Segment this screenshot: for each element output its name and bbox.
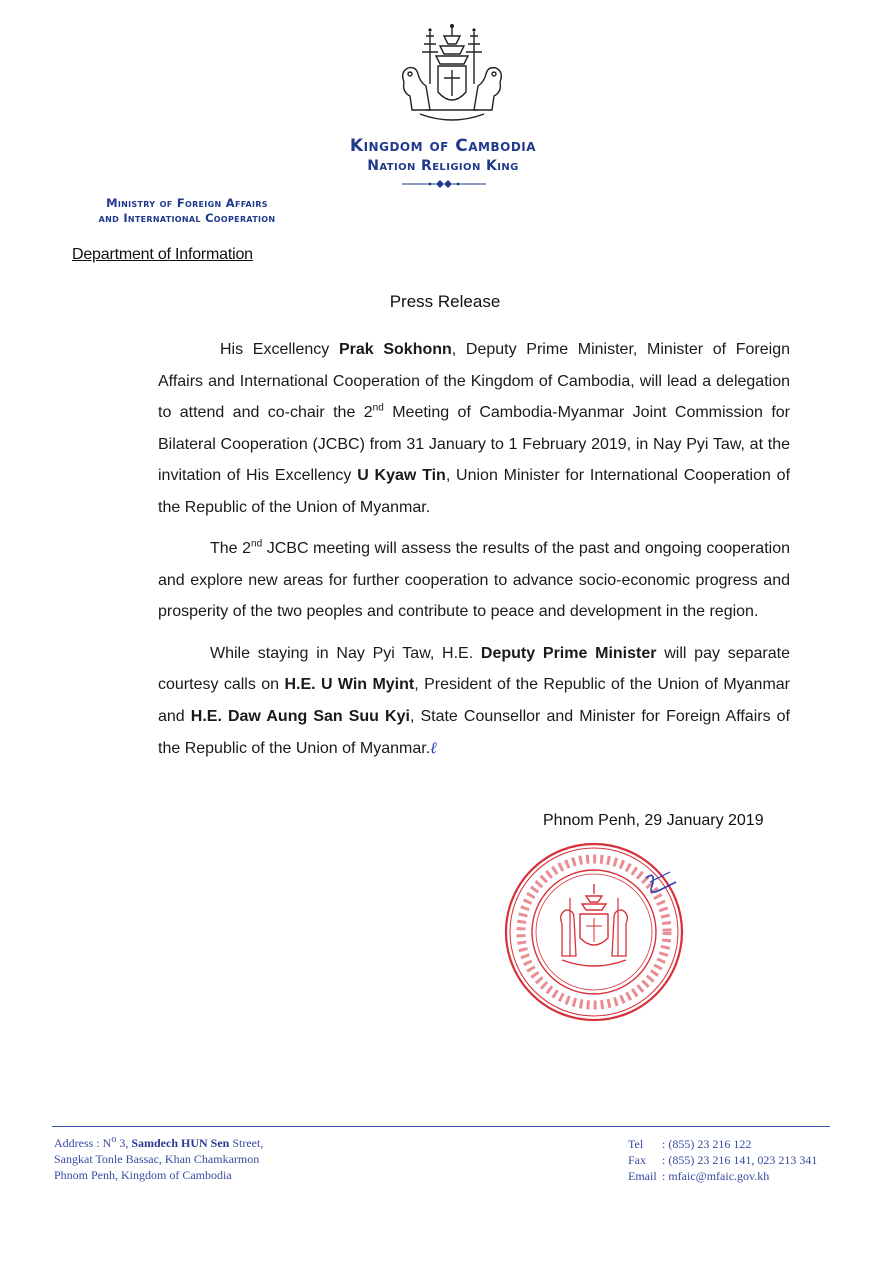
p1-text-c: , Deputy Prime Minister, Minister of Foreign Affairs and International Cooperation of the Kingdom of Cambodia, will lead a delegation to attend and co-chair the 2 <box>158 341 791 421</box>
address-line-1 <box>54 1132 263 1151</box>
address-line-3: Phnom Penh, Kingdom of Cambodia <box>54 1168 232 1182</box>
p3-text-e: , President of the Republic of the Union of Myanmar and <box>158 676 791 725</box>
country-heading: Kingdom of Cambodia <box>349 136 537 156</box>
fax-label: Fax <box>628 1153 646 1167</box>
footer-contact <box>628 1136 817 1184</box>
ministry-name <box>52 196 322 226</box>
contact-email <box>628 1168 817 1184</box>
p2-text-b: JCBC meeting will assess the results of the past and ongoing cooperation and explore new areas for further cooperation to advance socio-economic progress and prosperity of the two peoples and contribute to peace and development in the region. <box>158 540 790 620</box>
paragraph-2 <box>158 533 790 628</box>
handwritten-initial-icon: ℓ <box>430 738 437 757</box>
p1-text-f: , Union Minister for International Cooperation of the Republic of the Union of Myanmar. <box>158 467 791 516</box>
department-name: Department of Information <box>72 246 253 263</box>
tel-label: Tel <box>628 1137 644 1151</box>
p3-name-u-win-myint: H.E. U Win Myint <box>284 676 415 693</box>
press-release-body <box>158 334 790 775</box>
p1-text-d: Meeting of Cambodia-Myanmar Joint Commission for Bilateral Cooperation (JCBC) from 31 January to 1 February 2019, in Nay Pyi Taw, at the invitation of His Excellency <box>158 404 791 484</box>
document-title: Press Release <box>389 292 501 311</box>
fax-value: : (855) 23 216 141, 023 213 341 <box>662 1153 818 1167</box>
p3-text-g: , State Counsellor and Minister for Foreign Affairs of the Republic of the Union of Myanmar. <box>158 707 791 757</box>
p2-ordinal-suffix: nd <box>251 538 263 550</box>
ministry-line-1: Ministry of Foreign Affairs <box>106 196 268 210</box>
address-street: Samdech HUN Sen <box>131 1136 230 1150</box>
address-number-sup: o <box>111 1134 117 1145</box>
royal-coat-of-arms-icon <box>390 22 514 132</box>
p3-text-c: will pay separate courtesy calls on <box>158 644 790 693</box>
tel-value: : (855) 23 216 122 <box>662 1137 752 1151</box>
email-label: Email <box>628 1169 657 1183</box>
ornament-divider-icon <box>400 178 488 190</box>
p1-ordinal-suffix: nd <box>372 402 384 414</box>
footer-divider <box>52 1126 830 1127</box>
contact-fax <box>628 1152 817 1168</box>
address-line-2: Sangkat Tonle Bassac, Khan Chamkarmon <box>54 1152 260 1166</box>
national-motto: Nation Religion King <box>367 158 519 174</box>
p1-name-u-kyaw-tin: U Kyaw Tin <box>357 467 446 484</box>
address-suffix: Street, <box>229 1136 264 1150</box>
p1-name-prak-sokhonn: Prak Sokhonn <box>338 341 452 358</box>
place-and-date: Phnom Penh, 29 January 2019 <box>543 812 764 829</box>
email-value[interactable]: : mfaic@mfaic.gov.kh <box>662 1169 770 1183</box>
address-number: 3, <box>116 1136 132 1150</box>
paragraph-3 <box>158 638 790 765</box>
ministry-line-2: and International Cooperation <box>98 211 276 225</box>
p2-text-a: The 2 <box>210 540 252 557</box>
p3-name-aung-san-suu-kyi: H.E. Daw Aung San Suu Kyi <box>190 707 410 725</box>
p3-deputy-prime-minister: Deputy Prime Minister <box>480 644 657 662</box>
p1-text-a: His Excellency <box>220 341 339 358</box>
p3-text-a: While staying in Nay Pyi Taw, H.E. <box>210 644 481 662</box>
official-seal-icon <box>500 838 688 1026</box>
contact-tel <box>628 1136 817 1152</box>
footer-address <box>54 1132 263 1183</box>
address-prefix: Address : N <box>54 1136 112 1150</box>
paragraph-1 <box>158 334 790 523</box>
